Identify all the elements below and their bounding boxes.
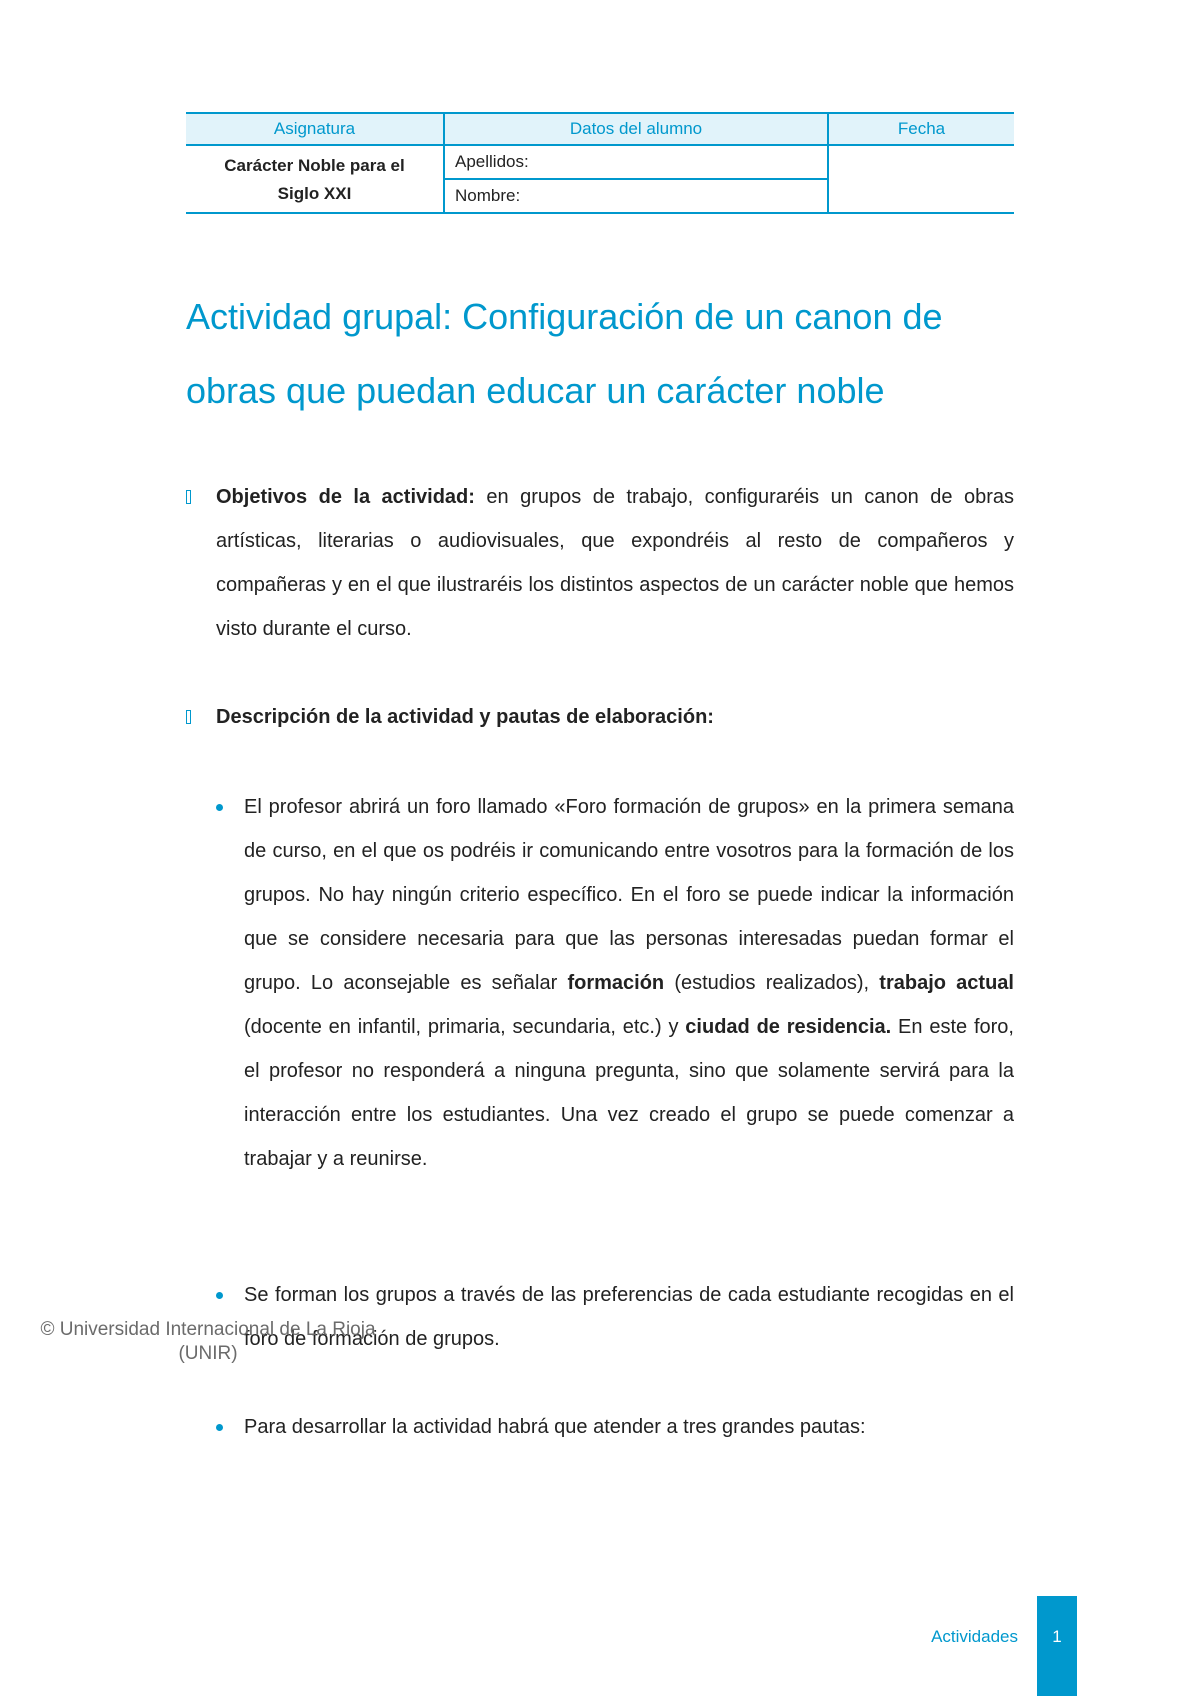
data-row-1: [186, 145, 1014, 179]
section-marker-icon: [186, 710, 191, 724]
header-table: [186, 112, 1014, 214]
date-field: [828, 145, 1014, 213]
watermark-line1: © Universidad Internacional de La Rioja: [40, 1319, 376, 1340]
list-item-text: Para desarrollar la actividad habrá que atender a tres grandes pautas:: [244, 1416, 866, 1438]
page-number: 1: [1052, 1627, 1062, 1646]
activity-title: Actividad grupal: Configuración de un canon de obras que puedan educar un carácter noble: [186, 296, 943, 411]
subject-name-line1: Carácter Noble para el: [224, 156, 405, 175]
text-run: (estudios realizados),: [664, 972, 880, 994]
description-heading: Descripción de la actividad y pautas de elaboración:: [216, 706, 714, 728]
text-run: (docente en infantil, primaria, secundaria, etc.) y: [244, 1016, 686, 1038]
bullet-icon: [216, 1292, 223, 1299]
name-field: Nombre:: [444, 179, 828, 213]
header-row: [186, 113, 1014, 145]
list-item: [214, 785, 1014, 1181]
bullet-icon: [216, 804, 223, 811]
objectives-section: [186, 475, 1014, 651]
text-run: En este foro, el profesor no responderá a ninguna pregunta, sino que solamente servirá para la interacción entre los estudiantes. Una vez creado el grupo se puede comenzar a trabajar y a reunirse.: [244, 1016, 1014, 1170]
bullet-icon: [216, 1424, 223, 1431]
footer-section-label: Actividades: [931, 1627, 1018, 1646]
subject-header: Asignatura: [186, 113, 444, 145]
bold-run: trabajo actual: [879, 972, 1014, 994]
section-marker-icon: [186, 490, 191, 504]
watermark-line2: (UNIR): [178, 1343, 238, 1364]
objectives-text: [216, 475, 1014, 651]
bold-run: ciudad de residencia.: [685, 1016, 892, 1038]
objectives-label: Objetivos de la actividad:: [216, 486, 475, 508]
description-section: [186, 695, 1014, 739]
list-item: [214, 1405, 1014, 1449]
text-run: El profesor abrirá un foro llamado «Foro formación de grupos» en la primera semana de curso, en el que os podréis ir comunicando entre vosotros para la formación de los grupos. No hay ningún criterio específico. En el foro se puede indicar la información que se considere necesaria para que las personas interesadas puedan formar el grupo. Lo aconsejable es señalar: [244, 796, 1014, 994]
objectives-description: en grupos de trabajo, configuraréis un canon de obras artísticas, literarias o audiovisuales, que expondréis al resto de compañeros y compañeras y en el que ilustraréis los distintos aspectos de un carácter noble que hemos visto durante el curso.: [216, 486, 1014, 640]
date-header: Fecha: [828, 113, 1014, 145]
subject-name: [186, 145, 444, 213]
bold-run: formación: [567, 972, 665, 994]
surname-field: Apellidos:: [444, 145, 828, 179]
list-item-text: [244, 785, 1014, 1181]
subject-name-line2: Siglo XXI: [277, 184, 352, 203]
student-data-header: Datos del alumno: [444, 113, 828, 145]
copyright-watermark: [18, 1318, 398, 1366]
page-number-badge: [1037, 1596, 1077, 1696]
list-item-text: Se forman los grupos a través de las preferencias de cada estudiante recogidas en el foro de formación de grupos.: [244, 1284, 1014, 1350]
